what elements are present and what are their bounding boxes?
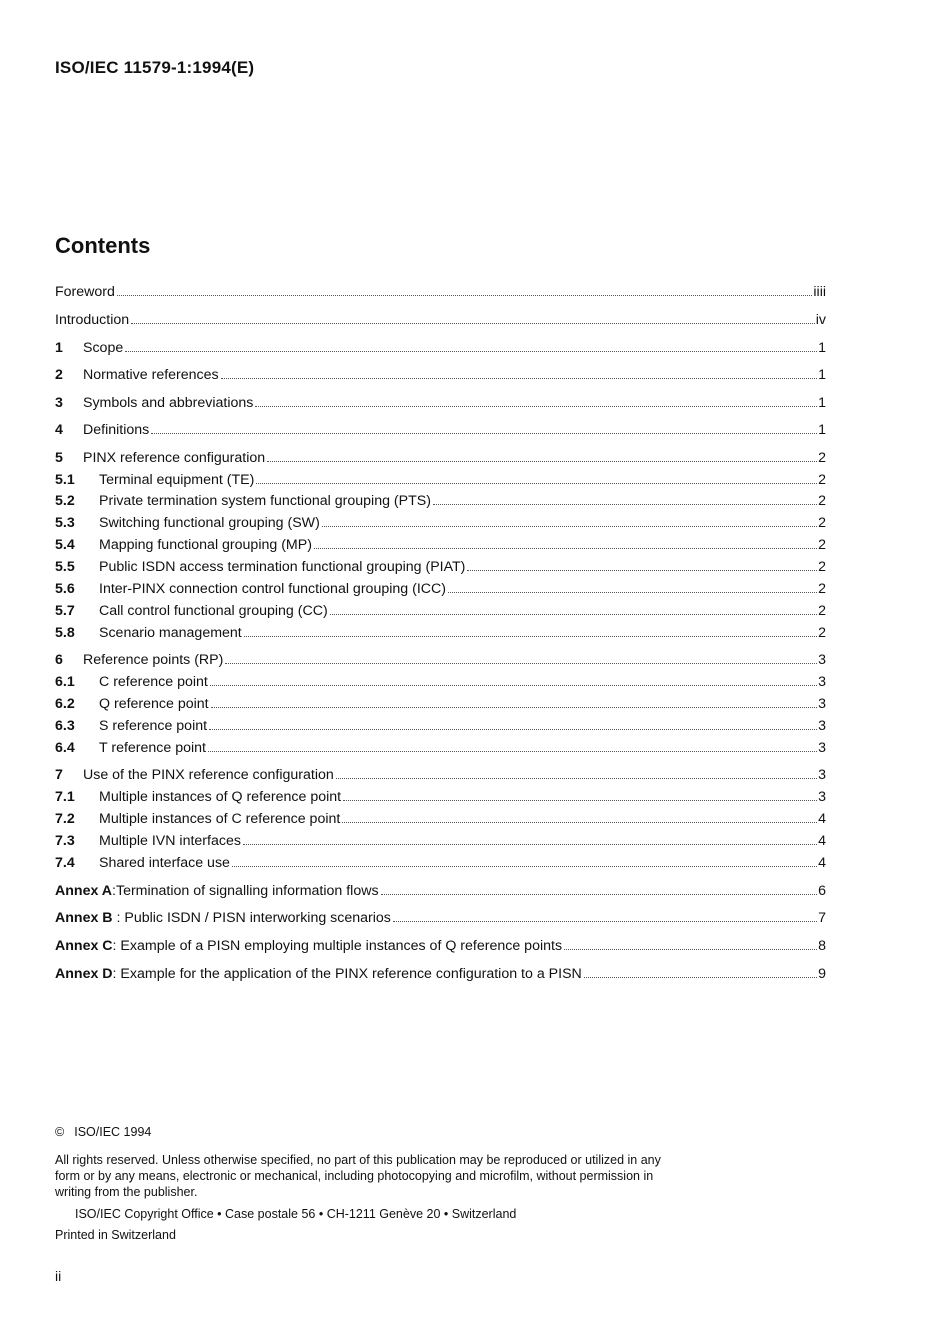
toc-dot-leader <box>330 613 817 615</box>
toc-entry-title: Switching functional grouping (SW) <box>99 515 320 531</box>
toc-entry-title: Scope <box>83 340 124 356</box>
toc-entry-title: Normative references <box>83 367 219 383</box>
toc-dot-leader <box>225 662 817 664</box>
toc-section-number: 7.2 <box>55 811 75 827</box>
toc-dot-leader <box>381 893 818 895</box>
toc-section-number: 7.1 <box>55 789 75 805</box>
toc-entry[interactable] <box>55 603 826 623</box>
toc-dot-leader <box>322 525 817 527</box>
toc-entry[interactable] <box>55 740 826 760</box>
copyright-notice <box>55 1124 675 1243</box>
toc-dot-leader <box>342 821 817 823</box>
toc-dot-leader <box>393 920 817 922</box>
toc-entry-title: Multiple instances of Q reference point <box>99 789 342 805</box>
toc-annex-entry[interactable] <box>55 966 826 986</box>
toc-section-number: 5.6 <box>55 581 75 597</box>
toc-section-number: 5.1 <box>55 472 75 488</box>
toc-entry[interactable] <box>55 718 826 738</box>
toc-page-number: 7 <box>818 910 826 926</box>
toc-page-number: 1 <box>818 367 826 383</box>
toc-entry-title: Definitions <box>83 422 150 438</box>
toc-section-number: 5.2 <box>55 493 75 509</box>
toc-page-number: 3 <box>818 789 826 805</box>
toc-entry-title: : Example for the application of the PINX reference configuration to a PISN <box>112 966 582 982</box>
toc-entry[interactable] <box>55 833 826 853</box>
toc-page-number: 2 <box>818 581 826 597</box>
toc-section-number: 5.5 <box>55 559 75 575</box>
toc-annex-label: Annex D <box>55 966 113 982</box>
toc-section-number: 7.4 <box>55 855 75 871</box>
toc-section-number: 6.1 <box>55 674 75 690</box>
toc-entry-title: Multiple instances of C reference point <box>99 811 341 827</box>
toc-dot-leader <box>448 591 817 593</box>
toc-entry[interactable] <box>55 559 826 579</box>
toc-section-number: 7 <box>55 767 63 783</box>
toc-page-number: iiii <box>813 284 826 300</box>
toc-entry[interactable] <box>55 537 826 557</box>
toc-entry-title: Symbols and abbreviations <box>83 395 254 411</box>
toc-page-number: 3 <box>818 767 826 783</box>
toc-page-number: 2 <box>818 472 826 488</box>
toc-entry[interactable] <box>55 515 826 535</box>
toc-entry[interactable] <box>55 367 826 387</box>
toc-dot-leader <box>243 843 817 845</box>
toc-dot-leader <box>244 635 817 637</box>
toc-entry-title: Private termination system functional grouping (PTS) <box>99 493 431 509</box>
toc-entry[interactable] <box>55 674 826 694</box>
toc-page-number: 8 <box>818 938 826 954</box>
toc-page-number: iv <box>815 312 826 328</box>
toc-page-number: 9 <box>818 966 826 982</box>
toc-section-number: 5 <box>55 450 63 466</box>
toc-dot-leader <box>221 377 817 379</box>
page-number: ii <box>55 1268 62 1284</box>
copyright-office-address: ISO/IEC Copyright Office • Case postale 56 • CH-1211 Genève 20 • Switzerland <box>75 1207 517 1221</box>
toc-entry-title: Q reference point <box>99 696 209 712</box>
toc-dot-leader <box>210 684 817 686</box>
toc-entry[interactable] <box>55 696 826 716</box>
toc-page-number: 6 <box>818 883 826 899</box>
toc-entry-title: Introduction <box>55 312 130 328</box>
toc-dot-leader <box>131 322 815 324</box>
toc-entry-title: : Example of a PISN employing multiple instances of Q reference points <box>112 938 563 954</box>
copyright-symbol: © <box>55 1125 65 1139</box>
toc-entry[interactable] <box>55 625 826 645</box>
toc-dot-leader <box>255 405 817 407</box>
toc-section-number: 3 <box>55 395 63 411</box>
toc-page-number: 2 <box>818 603 826 619</box>
toc-entry-title: C reference point <box>99 674 208 690</box>
rights-statement: All rights reserved. Unless otherwise specified, no part of this publication may be reproduced or utilized in any form or by any means, electronic or mechanical, including photocopying and microfilm, without permission in writing from the publisher. <box>55 1153 661 1199</box>
toc-section-number: 5.3 <box>55 515 75 531</box>
toc-annex-label: Annex B <box>55 910 113 926</box>
toc-entry-title: Foreword <box>55 284 115 300</box>
toc-page-number: 2 <box>818 537 826 553</box>
toc-section-number: 2 <box>55 367 63 383</box>
toc-entry-title: S reference point <box>99 718 208 734</box>
toc-section-number: 5.4 <box>55 537 75 553</box>
toc-page-number: 2 <box>818 493 826 509</box>
toc-page-number: 4 <box>818 855 826 871</box>
toc-entry-title: Terminal equipment (TE) <box>99 472 255 488</box>
toc-entry[interactable] <box>55 581 826 601</box>
toc-dot-leader <box>267 460 817 462</box>
toc-entry-title: :Termination of signalling information flows <box>112 883 379 899</box>
toc-dot-leader <box>433 503 817 505</box>
toc-dot-leader <box>151 432 817 434</box>
toc-page-number: 4 <box>818 811 826 827</box>
contents-heading: Contents <box>55 233 151 258</box>
toc-entry[interactable] <box>55 312 826 332</box>
toc-annex-label: Annex A <box>55 883 113 899</box>
toc-entry-title: : Public ISDN / PISN interworking scenarios <box>112 910 391 926</box>
toc-section-number: 5.7 <box>55 603 75 619</box>
toc-dot-leader <box>343 799 817 801</box>
toc-section-number: 6.3 <box>55 718 75 734</box>
toc-page-number: 3 <box>818 674 826 690</box>
toc-dot-leader <box>467 569 817 571</box>
toc-page-number: 3 <box>818 718 826 734</box>
toc-page-number: 4 <box>818 833 826 849</box>
toc-entry[interactable] <box>55 340 826 360</box>
toc-dot-leader <box>117 294 812 296</box>
printed-in: Printed in Switzerland <box>55 1228 176 1242</box>
toc-page-number: 3 <box>818 696 826 712</box>
toc-annex-entry[interactable] <box>55 938 826 958</box>
toc-dot-leader <box>336 777 817 779</box>
toc-page-number: 1 <box>818 395 826 411</box>
toc-page-number: 3 <box>818 740 826 756</box>
toc-dot-leader <box>314 547 817 549</box>
toc-section-number: 4 <box>55 422 63 438</box>
toc-entry-title: Scenario management <box>99 625 242 641</box>
toc-entry[interactable] <box>55 855 826 875</box>
toc-entry-title: Public ISDN access termination functional grouping (PIAT) <box>99 559 466 575</box>
toc-annex-label: Annex C <box>55 938 113 954</box>
toc-entry[interactable] <box>55 284 826 304</box>
toc-section-number: 6 <box>55 652 63 668</box>
toc-entry[interactable] <box>55 450 826 470</box>
toc-dot-leader <box>584 976 817 978</box>
toc-entry[interactable] <box>55 422 826 442</box>
toc-entry-title: Inter-PINX connection control functional grouping (ICC) <box>99 581 446 597</box>
toc-entry[interactable] <box>55 472 826 492</box>
toc-dot-leader <box>208 750 817 752</box>
toc-dot-leader <box>211 706 817 708</box>
toc-entry[interactable] <box>55 652 826 672</box>
toc-section-number: 6.2 <box>55 696 75 712</box>
toc-dot-leader <box>256 482 817 484</box>
toc-entry[interactable] <box>55 395 826 415</box>
toc-entry-title: Use of the PINX reference configuration <box>83 767 334 783</box>
toc-entry-title: PINX reference configuration <box>83 450 266 466</box>
document-code: ISO/IEC 11579-1:1994(E) <box>55 58 255 77</box>
toc-annex-entry[interactable] <box>55 883 826 903</box>
toc-entry-title: Shared interface use <box>99 855 230 871</box>
toc-page-number: 2 <box>818 559 826 575</box>
toc-dot-leader <box>209 728 817 730</box>
toc-section-number: 1 <box>55 340 63 356</box>
toc-page-number: 2 <box>818 450 826 466</box>
toc-dot-leader <box>564 948 817 950</box>
toc-entry-title: Call control functional grouping (CC) <box>99 603 328 619</box>
toc-page-number: 3 <box>818 652 826 668</box>
toc-entry-title: T reference point <box>99 740 206 756</box>
toc-section-number: 6.4 <box>55 740 75 756</box>
toc-page-number: 2 <box>818 625 826 641</box>
toc-dot-leader <box>125 350 817 352</box>
toc-page-number: 2 <box>818 515 826 531</box>
toc-entry-title: Reference points (RP) <box>83 652 224 668</box>
toc-page-number: 1 <box>818 422 826 438</box>
toc-entry-title: Mapping functional grouping (MP) <box>99 537 312 553</box>
toc-entry-title: Multiple IVN interfaces <box>99 833 241 849</box>
toc-entry[interactable] <box>55 767 826 787</box>
toc-page-number: 1 <box>818 340 826 356</box>
toc-dot-leader <box>232 865 817 867</box>
toc-section-number: 5.8 <box>55 625 75 641</box>
copyright-holder: ISO/IEC 1994 <box>74 1125 152 1139</box>
toc-annex-entry[interactable] <box>55 910 826 930</box>
toc-entry[interactable] <box>55 493 826 513</box>
toc-section-number: 7.3 <box>55 833 75 849</box>
toc-entry[interactable] <box>55 789 826 809</box>
toc-entry[interactable] <box>55 811 826 831</box>
